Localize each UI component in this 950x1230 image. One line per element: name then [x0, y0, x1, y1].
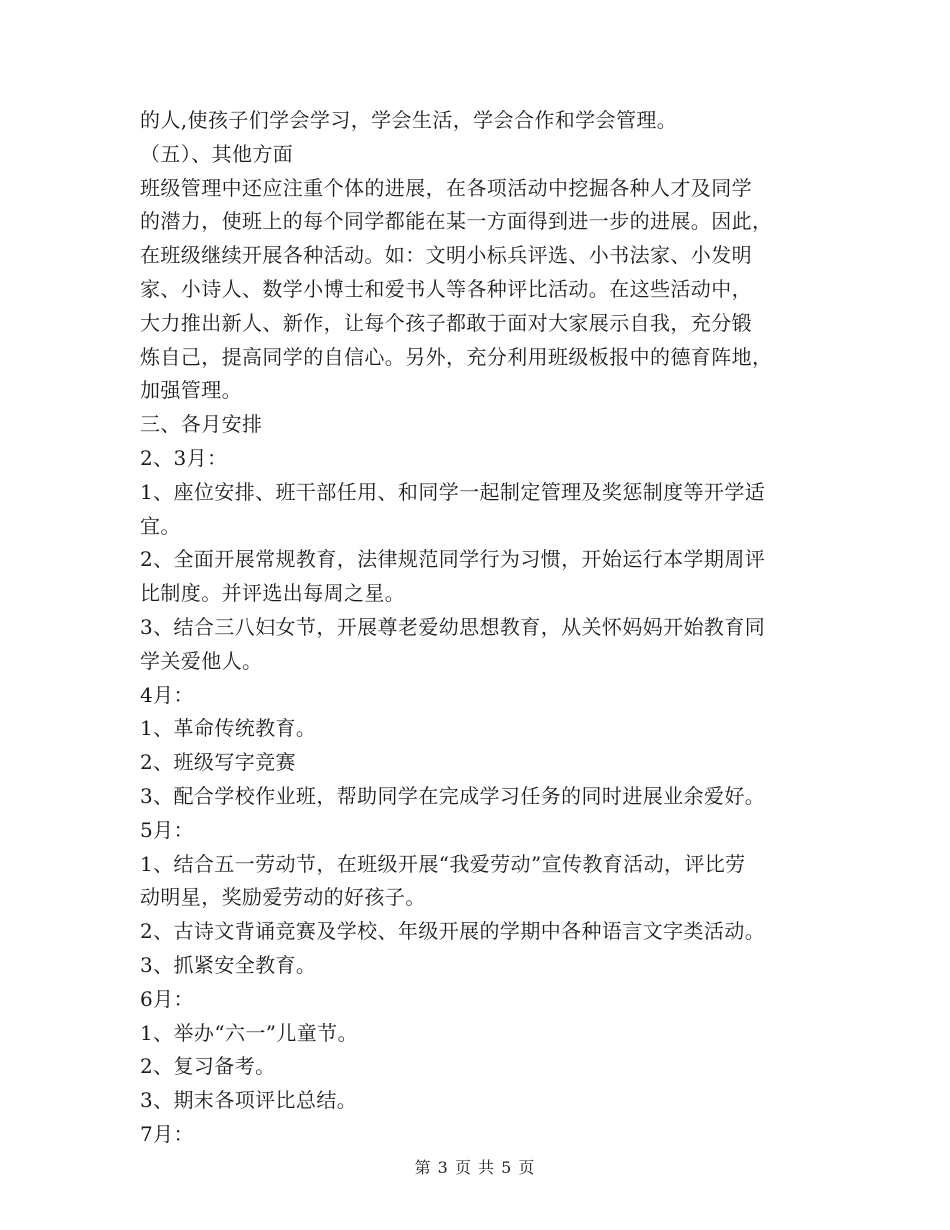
text-line: 炼自己，提高同学的自信心。另外，充分利用班级板报中的德育阵地， [140, 344, 773, 369]
text-line: 3、结合三八妇女节，开展尊老爱幼思想教育，从关怀妈妈开始教育同 [140, 614, 766, 639]
text-line: 动明星，奖励爱劳动的好孩子。 [140, 885, 426, 910]
text-line: 1、结合五一劳动节，在班级开展“我爱劳动”宣传教育活动，评比劳 [140, 851, 746, 876]
text-line: 2、班级写字竞赛 [140, 750, 296, 775]
document-body [140, 104, 820, 1152]
text-line: 3、抓紧安全教育。 [140, 952, 317, 977]
text-line: 3、配合学校作业班，帮助同学在完成学习任务的同时进展业余爱好。 [140, 783, 766, 808]
text-line: 比制度。并评选出每周之星。 [140, 581, 406, 606]
text-line: 家、小诗人、数学小博士和爱书人等各种评比活动。在这些活动中， [140, 276, 752, 301]
text-line: 班级管理中还应注重个体的进展，在各项活动中挖掘各种人才及同学 [140, 175, 752, 200]
text-line: 宜。 [140, 513, 181, 538]
month-heading: 2、3月： [140, 445, 228, 470]
month-heading: 4月： [140, 682, 194, 707]
text-line: 3、期末各项评比总结。 [140, 1088, 358, 1113]
month-heading: 6月： [140, 986, 194, 1011]
page-number-footer: 第 3 页 共 5 页 [414, 1158, 536, 1177]
text-line: 1、举办“六一”儿童节。 [140, 1020, 358, 1045]
month-heading: 5月： [140, 817, 194, 842]
text-line: 2、古诗文背诵竞赛及学校、年级开展的学期中各种语言文字类活动。 [140, 919, 766, 944]
month-heading: 7月： [140, 1121, 194, 1146]
section-heading: 三、各月安排 [140, 412, 263, 437]
text-line: 在班级继续开展各种活动。如：文明小标兵评选、小书法家、小发明 [140, 243, 752, 268]
text-line: 大力推出新人、新作，让每个孩子都敢于面对大家展示自我，充分锻 [140, 310, 752, 335]
text-line: 的潜力，使班上的每个同学都能在某一方面得到进一步的进展。因此， [140, 209, 773, 234]
text-line: 学关爱他人。 [140, 648, 263, 673]
text-line: 1、革命传统教育。 [140, 716, 317, 741]
text-line: 2、复习备考。 [140, 1054, 276, 1079]
text-line: 的人,使孩子们学会学习，学会生活，学会合作和学会管理。 [140, 108, 678, 132]
text-line: 2、全面开展常规教育，法律规范同学行为习惯，开始运行本学期周评 [140, 547, 766, 572]
text-line: 1、座位安排、班干部任用、和同学一起制定管理及奖惩制度等开学适 [140, 479, 766, 504]
text-line: 加强管理。 [140, 378, 242, 403]
section-heading: （五）、其他方面 [140, 141, 294, 166]
